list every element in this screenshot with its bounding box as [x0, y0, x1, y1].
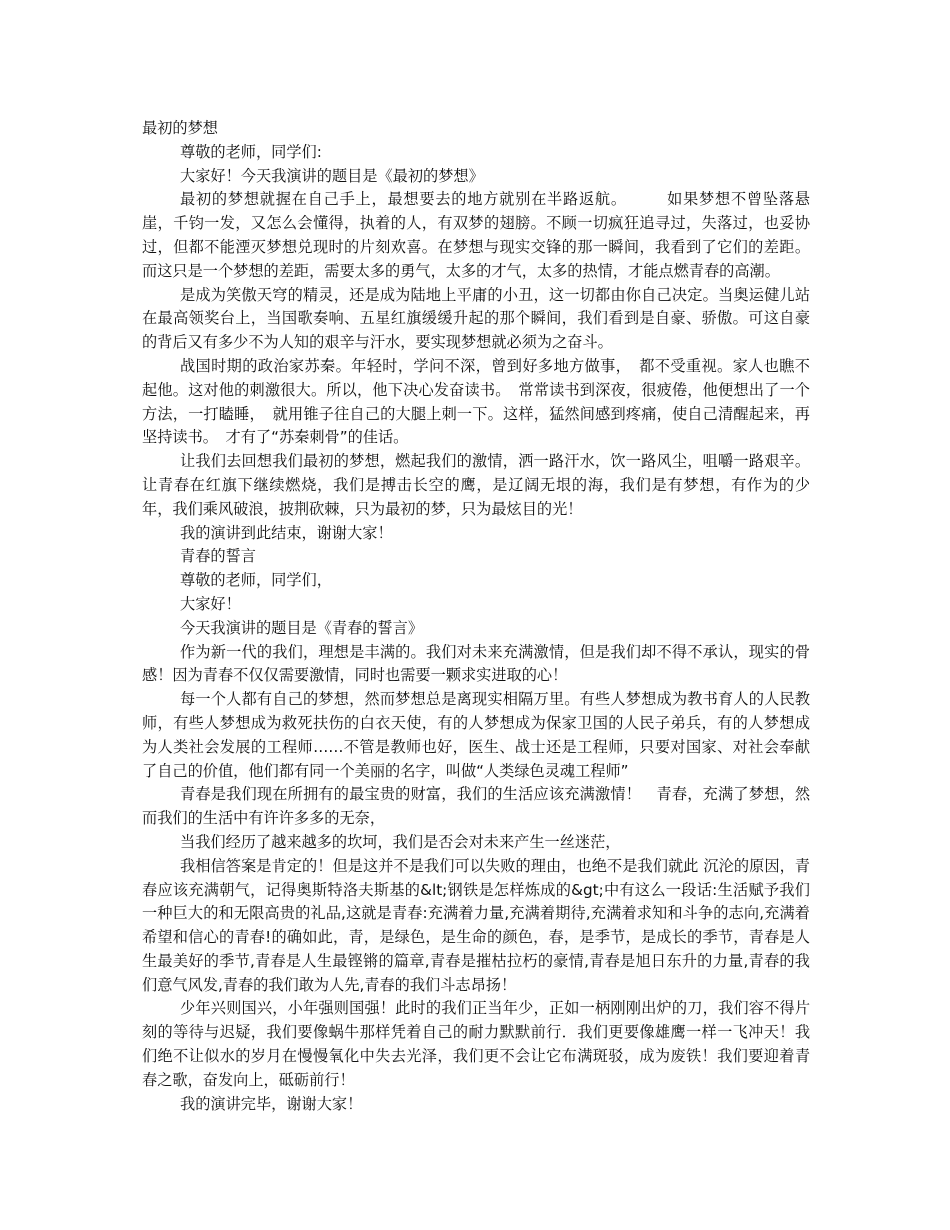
paragraph: 当我们经历了越来越多的坎坷，我们是否会对未来产生一丝迷茫， — [180, 832, 621, 851]
closing: 我的演讲完毕，谢谢大家！ — [180, 1094, 363, 1113]
greeting: 大家好！ — [180, 594, 241, 613]
closing: 我的演讲到此结束，谢谢大家！ — [180, 523, 393, 542]
paragraph: 是成为笑傲天穹的精灵，还是成为陆地上平庸的小丑，这一切都由你自己决定。当奥运健儿站在最高领奖台上，当国歌奏响、五星红旗缓缓升起的那个瞬间，我们看到是自豪、骄傲。可这自豪的背后又有多少不为人知的艰辛与汗水，要实现梦想就必须为之奋斗。 — [142, 285, 810, 352]
paragraph: 少年兴则国兴，小年强则国强！此时的我们正当年少，正如一柄刚刚出炉的刀，我们容不得片刻的等待与迟疑，我们要像蜗牛那样凭着自己的耐力默默前行．我们更要像雄鹰一样一飞冲天！我们绝不让似水的岁月在慢慢氧化中失去光泽，我们更不会让它布满斑驳，成为废铁！我们要迎着青春之歌，奋发向上，砥砺前行！ — [142, 999, 810, 1089]
paragraph: 每一个人都有自己的梦想，然而梦想总是离现实相隔万里。有些人梦想成为教书育人的人民教师，有些人梦想成为救死扶伤的白衣天使，有的人梦想成为保家卫国的人民子弟兵，有的人梦想成为人类社会发展的工程师……不管是教师也好，医生、战士还是工程师，只要对国家、对社会奉献了自己的价值，他们都有同一个美丽的名字，叫做“人类绿色灵魂工程师” — [142, 690, 810, 780]
doc-title: 最初的梦想 — [142, 119, 218, 137]
salutation: 尊敬的老师，同学们， — [180, 571, 332, 590]
paragraph: 最初的梦想就握在自己手上，最想要去的地方就别在半路返航。 如果梦想不曾坠落悬崖，千钧一发，又怎么会懂得，执着的人，有双梦的翅膀。不顾一切疯狂追寻过，失落过，也妥协过，但都不能湮灭梦想兑现时的片刻欢喜。在梦想与现实交锋的那一瞬间，我看到了它们的差距。而这只是一个梦想的差距，需要太多的勇气，太多的才气，太多的热情，才能点燃青春的高潮。 — [142, 190, 810, 280]
paragraph: 青春是我们现在所拥有的最宝贵的财富，我们的生活应该充满激情！ 青春，充满了梦想，然而我们的生活中有许许多多的无奈， — [142, 785, 810, 828]
topic-line: 今天我演讲的题目是《青春的誓言》 — [180, 618, 423, 637]
section-title: 青春的誓言 — [180, 547, 256, 566]
greeting: 大家好！今天我演讲的题目是《最初的梦想》 — [180, 166, 484, 185]
paragraph: 我相信答案是肯定的！但是这并不是我们可以失败的理由，也绝不是我们就此 沉沦的原因，青春应该充满朝气，记得奥斯特洛夫斯基的&lt;钢铁是怎样炼成的&gt;中有这么一段话:生活赋予我们一种巨大的和无限高贵的礼品,这就是青春:充满着力量,充满着期待,充满着求知和斗争的志向,充满着希望和信心的青春!的确如此，青，是绿色，是生命的颜色，春，是季节，是成长的季节，青春是人生最美好的季节,青春是人生最铿锵的篇章,青春是摧枯拉朽的豪情,青春是旭日东升的力量,青春的我们意气风发,青春的我们敢为人先,青春的我们斗志昂扬！ — [142, 856, 810, 994]
paragraph: 战国时期的政治家苏秦。年轻时，学问不深，曾到好多地方做事， 都不受重视。家人也瞧不起他。这对他的刺激很大。所以，他下决心发奋读书。 常常读书到深夜，很疲倦，他便想出了一个方法，一打瞌睡， 就用锥子往自己的大腿上刺一下。这样，猛然间感到疼痛，使自己清醒起来，再坚持读书。 才有了“苏秦刺骨”的佳话。 — [142, 356, 810, 447]
paragraph: 作为新一代的我们，理想是丰满的。我们对未来充满激情，但是我们却不得不承认，现实的骨感！因为青春不仅仅需要激情，同时也需要一颗求实进取的心！ — [142, 642, 810, 685]
paragraph: 让我们去回想我们最初的梦想，燃起我们的激情，洒一路汗水，饮一路风尘，咀嚼一路艰辛。让青春在红旗下继续燃烧，我们是搏击长空的鹰，是辽阔无垠的海，我们是有梦想，有作为的少年，我们乘风破浪，披荆砍棘，只为最初的梦，只为最炫目的光！ — [142, 452, 810, 518]
document-body — [142, 117, 810, 1116]
salutation: 尊敬的老师，同学们: — [180, 142, 322, 161]
